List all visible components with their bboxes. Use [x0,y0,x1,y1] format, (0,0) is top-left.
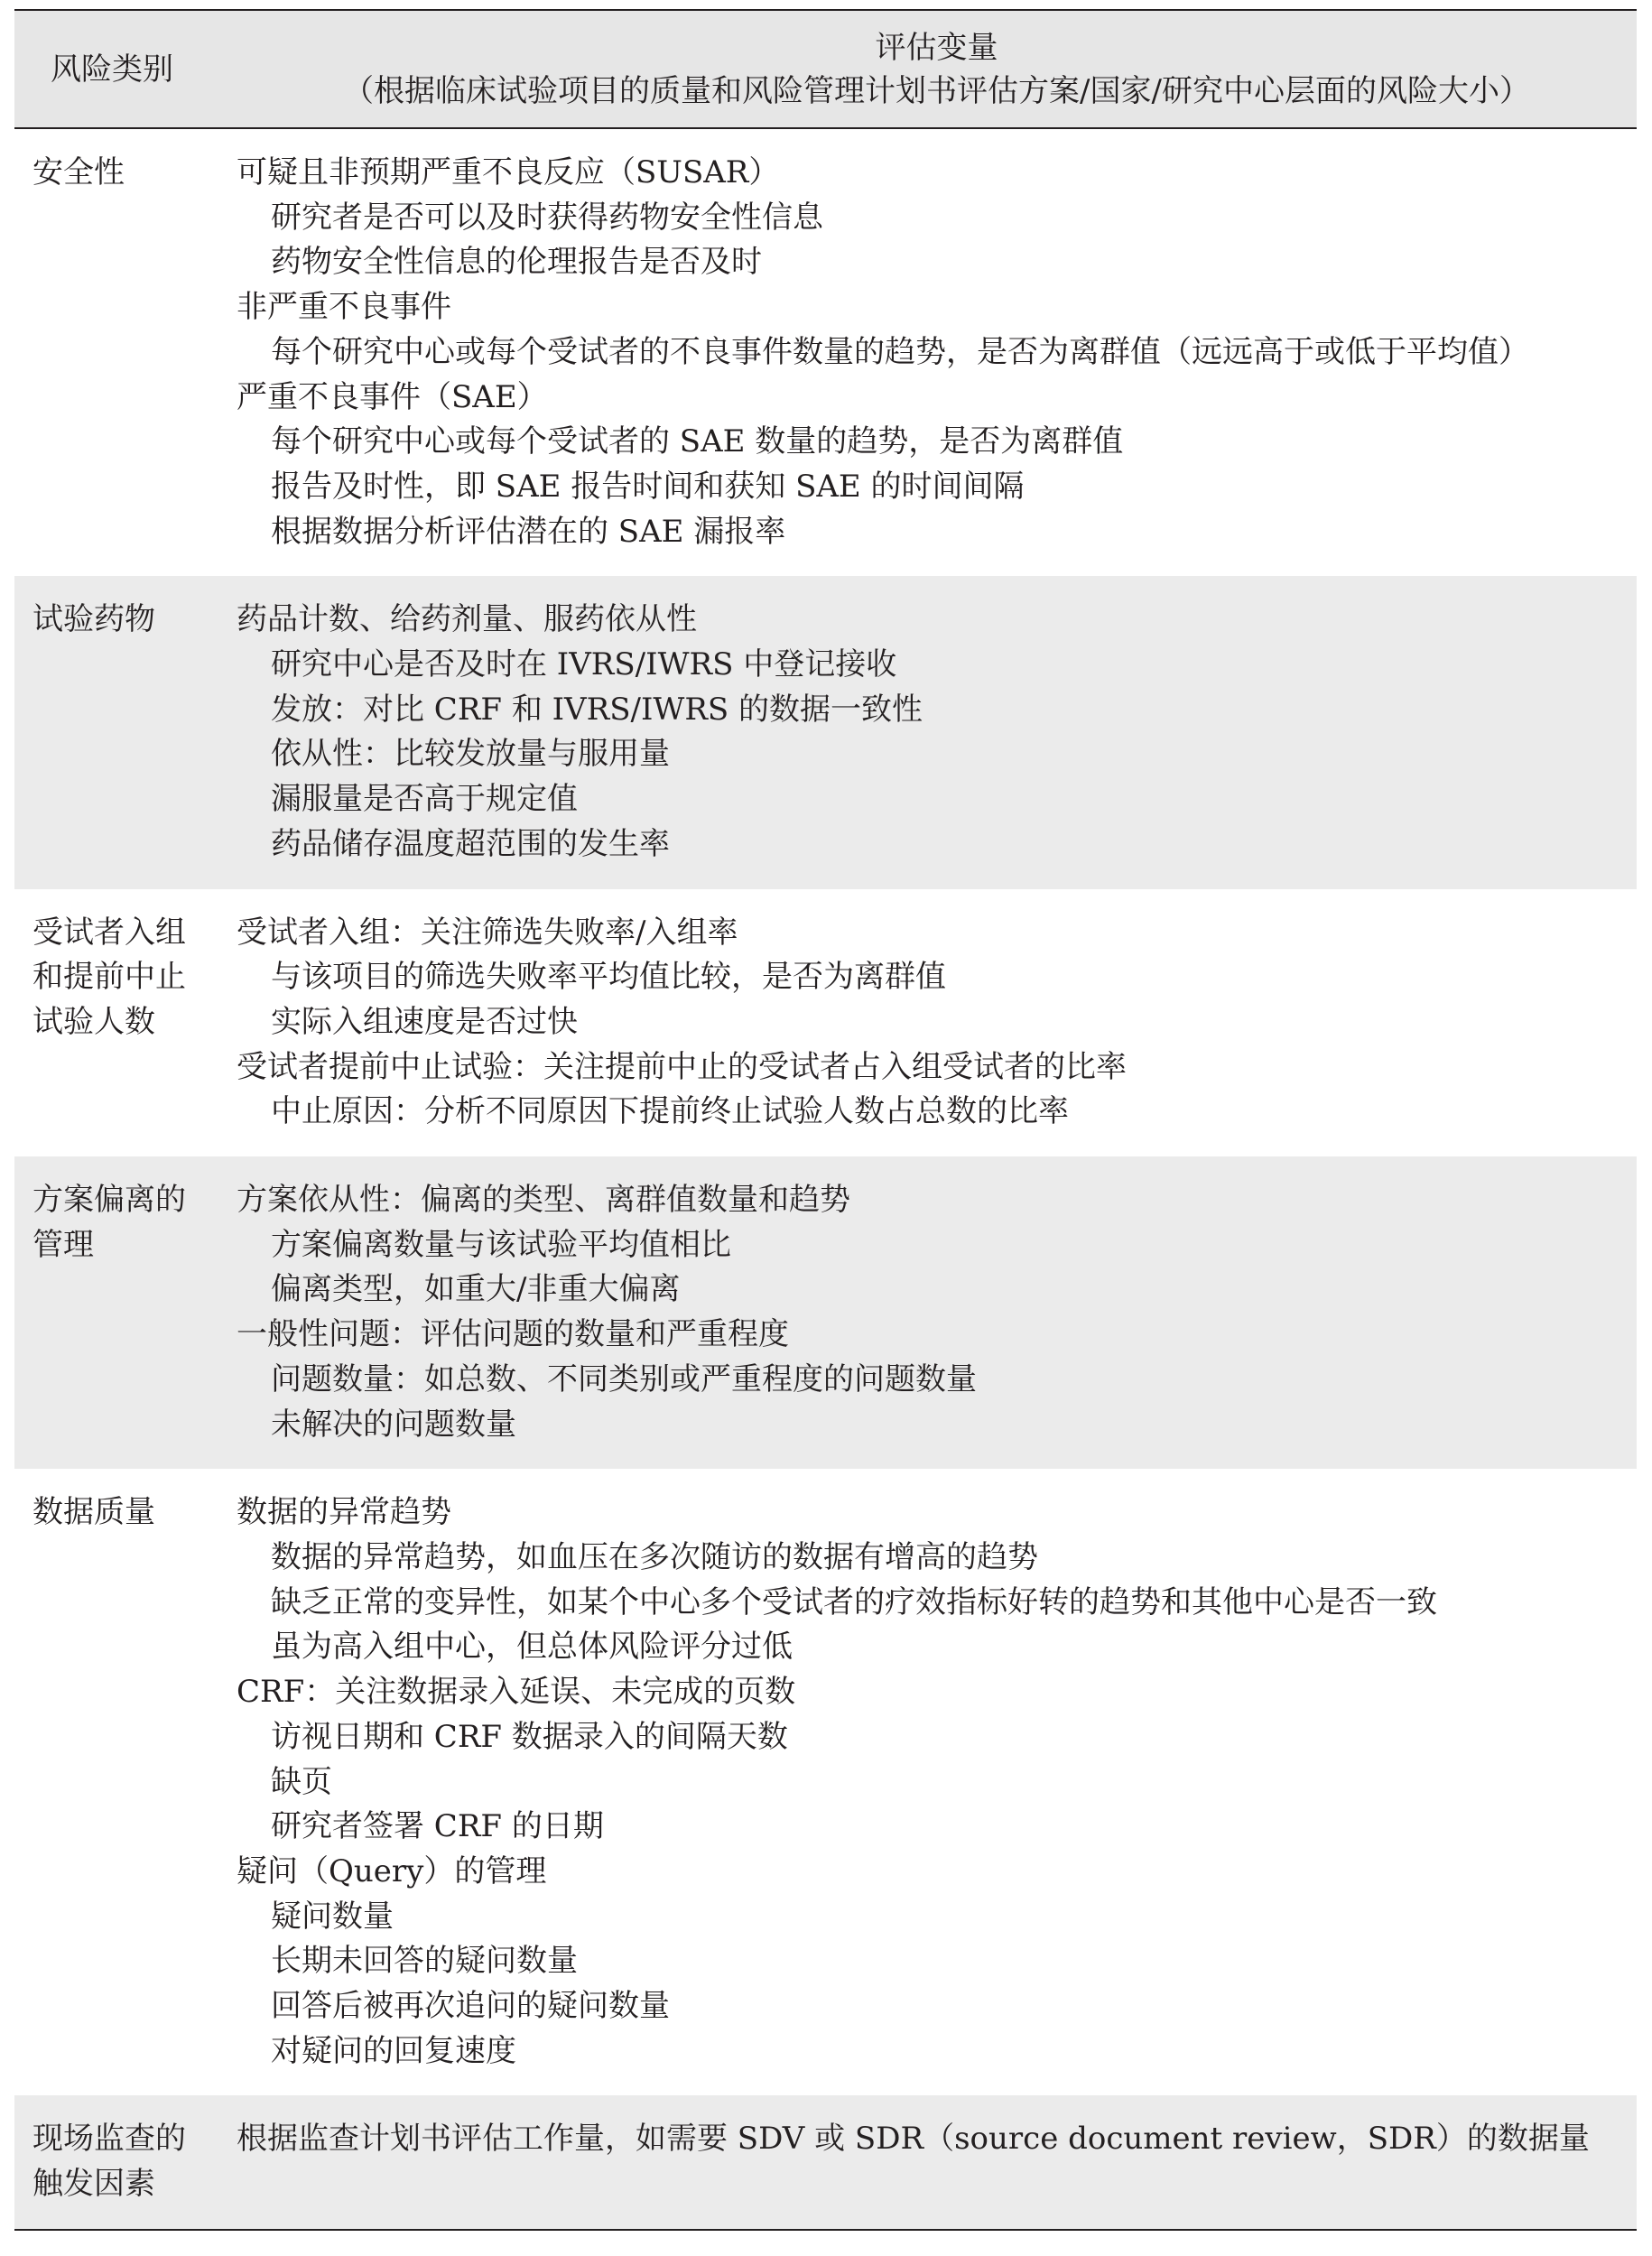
spacer-cell [237,1469,1637,1490]
row-spacer [14,2207,1637,2230]
spacer-cell [237,1135,1637,1156]
spacer-cell [14,1469,237,1490]
spacer-cell [14,2207,237,2230]
risk-category-cell [14,1490,237,2074]
sub-item: 研究者是否可以及时获得药物安全性信息 [271,199,823,236]
risk-category-cell [14,1178,237,1447]
spacer-cell [237,2095,1637,2117]
sub-item: 与该项目的筛选失败率平均值比较，是否为离群值 [271,959,946,996]
row-spacer [14,128,1637,151]
sub-item: 根据数据分析评估潜在的 SAE 漏报率 [271,513,786,550]
sub-item: 未解决的问题数量 [271,1406,516,1443]
sub-item: 长期未回答的疑问数量 [271,1943,578,1980]
sub-item: 访视日期和 CRF 数据录入的间隔天数 [271,1718,788,1755]
sub-item: 研究者签署 CRF 的日期 [271,1808,604,1845]
risk-category-text: 现场监查的 [32,2121,186,2158]
evaluation-variables-cell [237,1490,1637,2074]
sub-item: 药物安全性信息的伦理报告是否及时 [271,244,762,281]
spacer-cell [14,554,237,576]
evaluation-variables-cell [237,2117,1637,2206]
sub-item: 问题数量：如总数、不同类别或严重程度的问题数量 [271,1360,977,1397]
spacer-cell [14,1156,237,1178]
spacer-cell [237,1447,1637,1469]
spacer-cell [237,576,1637,598]
spacer-cell [237,2074,1637,2095]
table-row [14,1178,1637,1447]
row-spacer [14,868,1637,889]
sub-item: 依从性：比较发放量与服用量 [271,736,670,773]
risk-category-cell [14,2117,237,2206]
spacer-cell [237,1156,1637,1178]
spacer-cell [237,128,1637,151]
evaluation-variables-cell [237,1178,1637,1447]
item-heading: CRF：关注数据录入延误、未完成的页数 [237,1674,796,1711]
spacer-cell [14,868,237,889]
sub-item: 缺页 [271,1763,332,1800]
evaluation-variables-cell [237,598,1637,867]
spacer-cell [14,2095,237,2117]
sub-item: 实际入组速度是否过快 [271,1003,578,1040]
risk-category-text: 试验人数 [32,1003,155,1040]
item-heading: 受试者提前中止试验：关注提前中止的受试者占入组受试者的比率 [237,1048,1127,1085]
risk-category-text: 试验药物 [32,601,155,638]
row-spacer [14,1447,1637,1469]
sub-item: 每个研究中心或每个受试者的 SAE 数量的趋势，是否为离群值 [271,423,1124,460]
row-spacer [14,1156,1637,1178]
sub-item: 缺乏正常的变异性，如某个中心多个受试者的疗效指标好转的趋势和其他中心是否一致 [271,1583,1437,1620]
item-heading: 一般性问题：评估问题的数量和严重程度 [237,1316,789,1353]
risk-category-cell [14,151,237,554]
table-row [14,2117,1637,2206]
table-header [14,10,1637,128]
variable-header-title: 评估变量 [875,29,998,66]
risk-category-cell [14,911,237,1136]
spacer-cell [237,868,1637,889]
spacer-cell [14,2074,237,2095]
item-heading: 严重不良事件（SAE） [237,378,548,415]
variable-column-header [237,10,1637,128]
row-spacer [14,576,1637,598]
table-row [14,911,1637,1136]
sub-item: 偏离类型，如重大/非重大偏离 [271,1271,681,1308]
spacer-cell [14,128,237,151]
item-heading: 非严重不良事件 [237,289,451,326]
risk-category-text: 方案偏离的 [32,1182,186,1219]
evaluation-variables-cell [237,151,1637,554]
row-spacer [14,2074,1637,2095]
sub-item: 报告及时性，即 SAE 报告时间和获知 SAE 的时间间隔 [271,468,1025,505]
item-heading: 疑问（Query）的管理 [237,1852,547,1889]
sub-item: 数据的异常趋势，如血压在多次随访的数据有增高的趋势 [271,1538,1038,1575]
item-heading: 数据的异常趋势 [237,1494,451,1531]
table-row [14,598,1637,867]
risk-category-text: 触发因素 [32,2166,155,2203]
sub-item: 中止原因：分析不同原因下提前终止试验人数占总数的比率 [271,1093,1069,1130]
sub-item: 药品储存温度超范围的发生率 [271,825,670,862]
variable-header-subtitle: （根据临床试验项目的质量和风险管理计划书评估方案/国家/研究中心层面的风险大小） [343,72,1530,109]
risk-category-text: 数据质量 [32,1494,155,1531]
risk-category-text: 安全性 [32,154,125,190]
row-spacer [14,889,1637,911]
spacer-cell [237,889,1637,911]
spacer-cell [14,889,237,911]
item-heading: 受试者入组：关注筛选失败率/入组率 [237,914,738,951]
sub-item: 研究中心是否及时在 IVRS/IWRS 中登记接收 [271,646,897,683]
table-body [14,128,1637,2230]
sub-item: 对疑问的回复速度 [271,2032,516,2069]
row-spacer [14,1469,1637,1490]
sub-item: 漏服量是否高于规定值 [271,781,578,818]
spacer-cell [14,1135,237,1156]
item-heading: 根据监查计划书评估工作量，如需要 SDV 或 SDR（source document review，SDR）的数据量 [237,2121,1590,2158]
sub-item: 发放：对比 CRF 和 IVRS/IWRS 的数据一致性 [271,691,923,728]
spacer-cell [237,2207,1637,2230]
table-row [14,151,1637,554]
risk-category-text: 管理 [32,1226,94,1263]
risk-assessment-table [14,9,1637,2231]
evaluation-variables-cell [237,911,1637,1136]
spacer-cell [14,1447,237,1469]
sub-item: 每个研究中心或每个受试者的不良事件数量的趋势，是否为离群值（远远高于或低于平均值） [271,333,1529,370]
sub-item: 回答后被再次追问的疑问数量 [271,1988,670,2025]
item-heading: 可疑且非预期严重不良反应（SUSAR） [237,154,780,190]
sub-item: 方案偏离数量与该试验平均值相比 [271,1226,731,1263]
sub-item: 疑问数量 [271,1898,394,1935]
row-spacer [14,2095,1637,2117]
category-column-header: 风险类别 [14,10,237,128]
item-heading: 方案依从性：偏离的类型、离群值数量和趋势 [237,1182,850,1219]
risk-category-text: 和提前中止 [32,959,186,996]
spacer-cell [237,554,1637,576]
table-row [14,1490,1637,2074]
header-row [14,10,1637,128]
sub-item: 虽为高入组中心，但总体风险评分过低 [271,1629,793,1666]
row-spacer [14,554,1637,576]
item-heading: 药品计数、给药剂量、服药依从性 [237,601,697,638]
spacer-cell [14,576,237,598]
row-spacer [14,1135,1637,1156]
risk-category-text: 受试者入组 [32,914,186,951]
risk-category-cell [14,598,237,867]
